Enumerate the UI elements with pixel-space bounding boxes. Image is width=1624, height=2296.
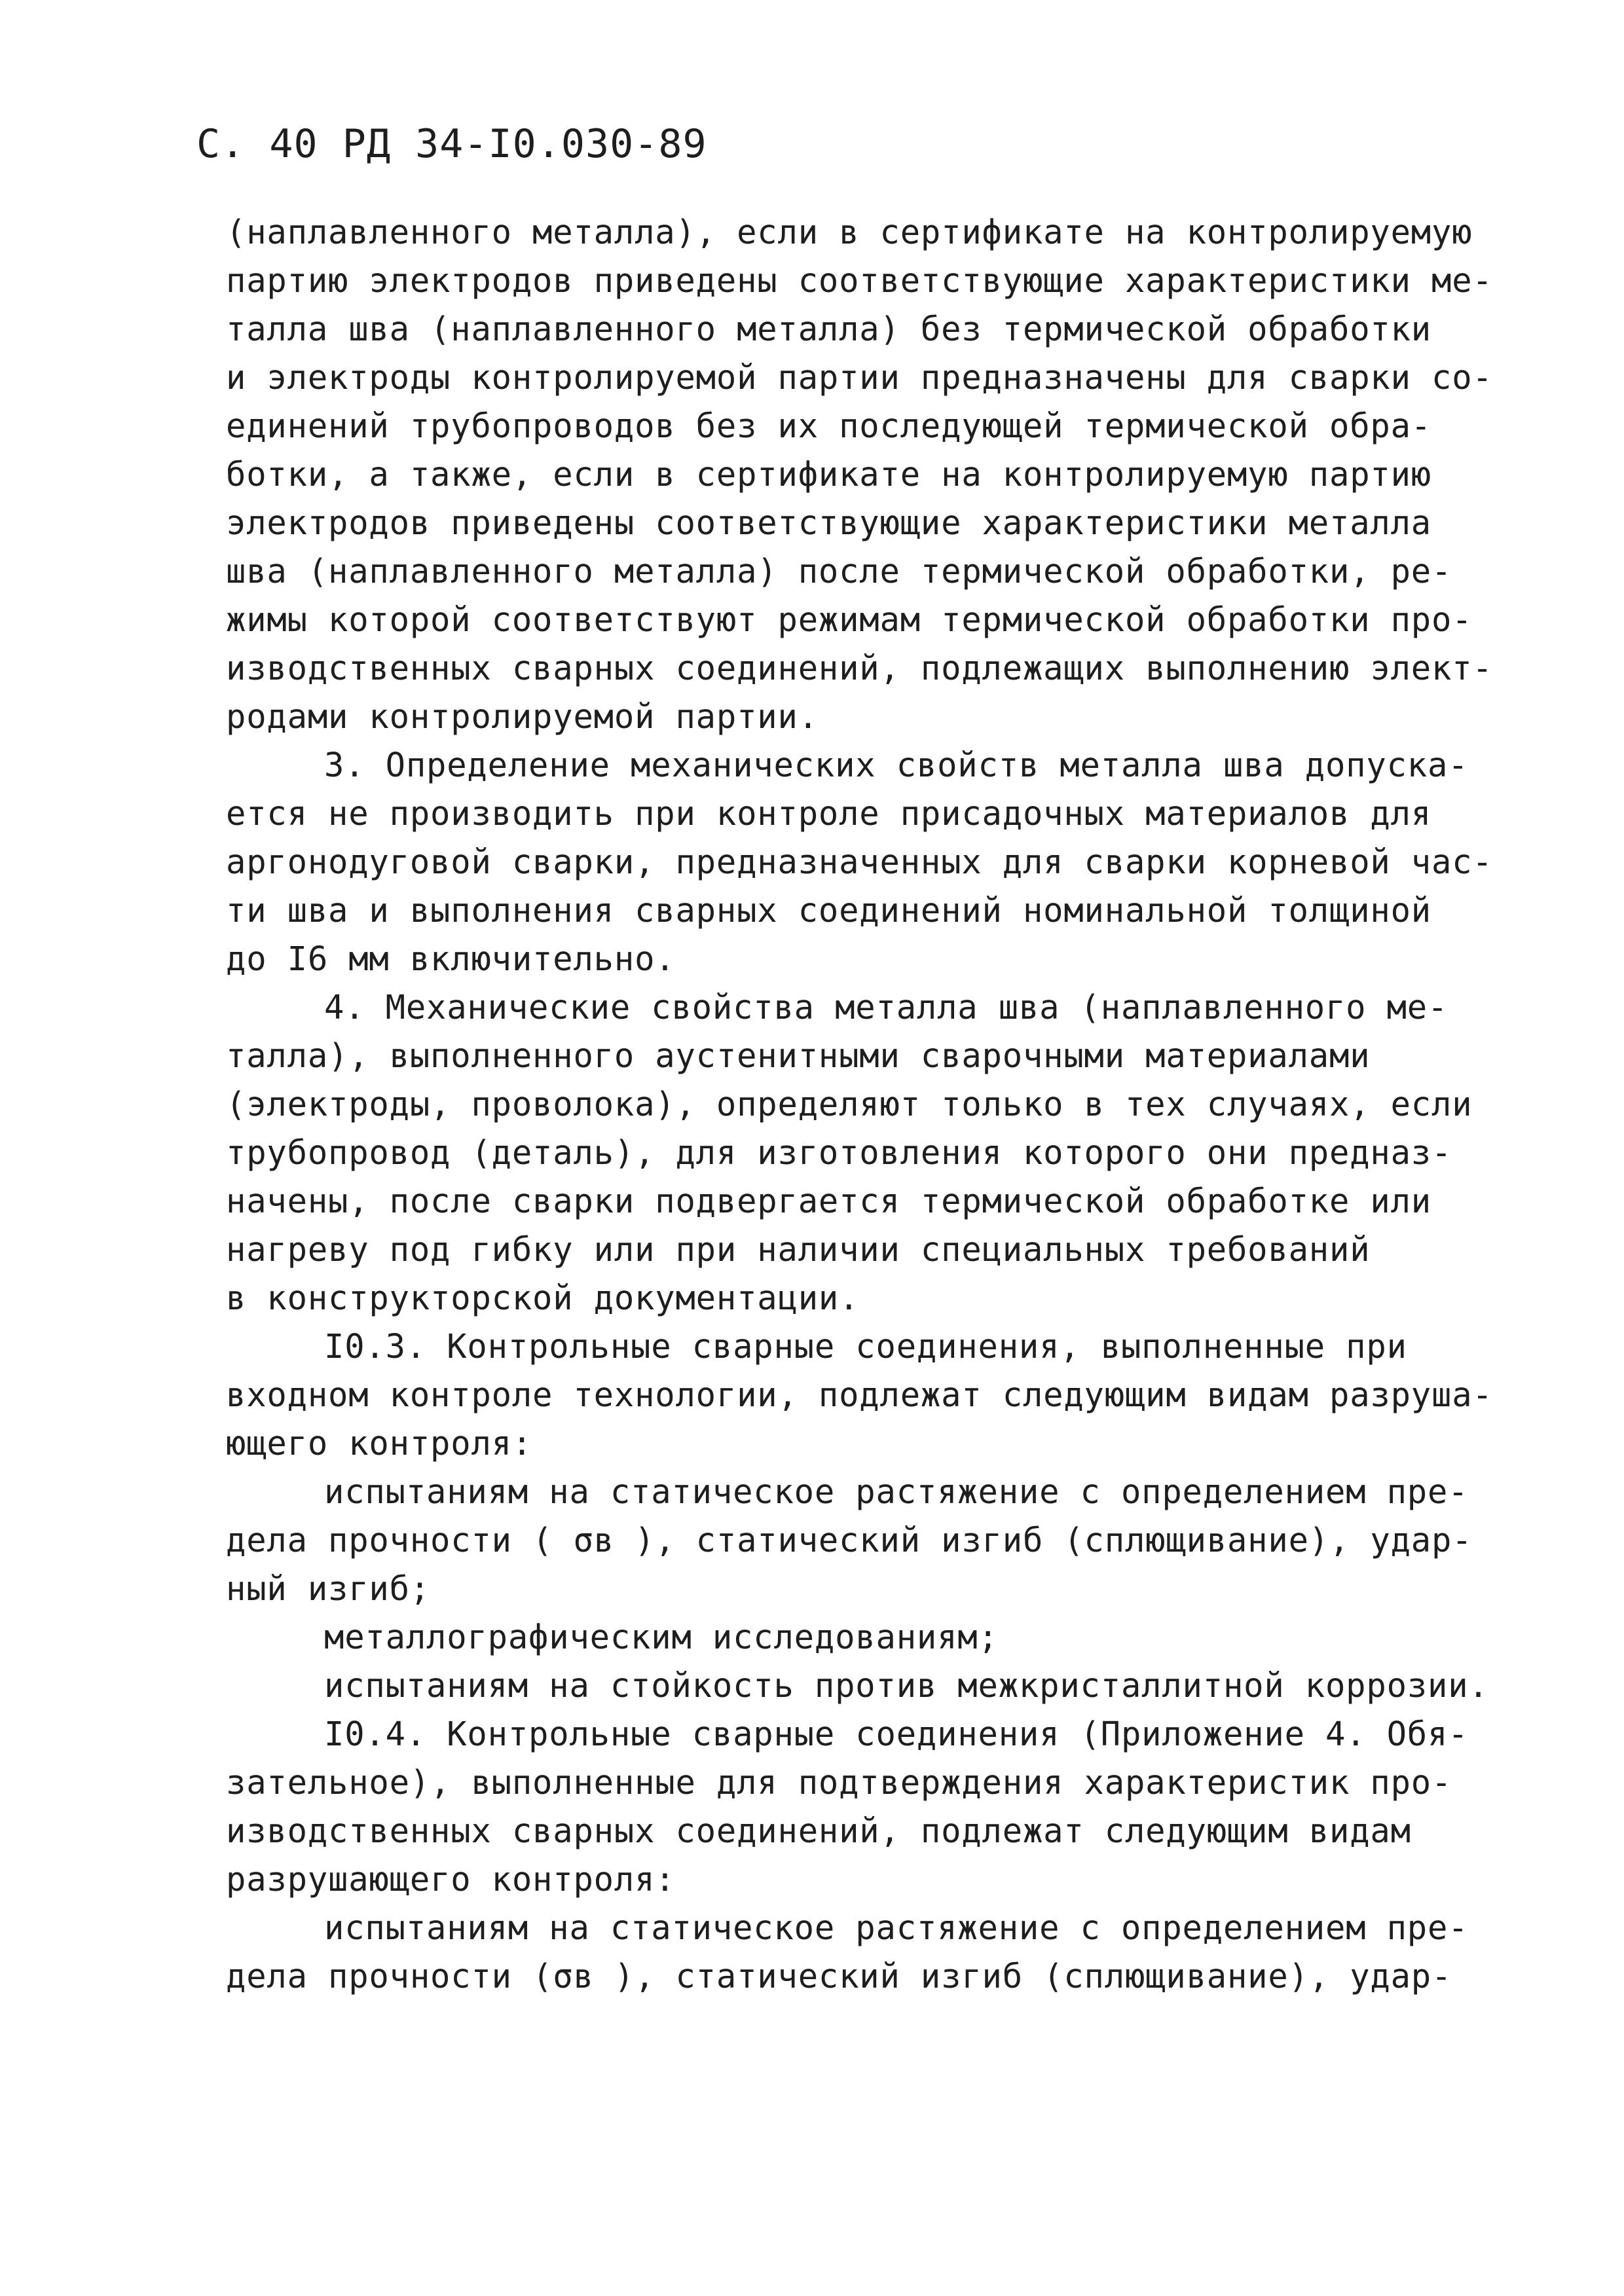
text-line: талла), выполненного аустенитными сварочными материалами <box>226 1036 1371 1075</box>
text-line: дела прочности (σв ), статический изгиб (сплющивание), удар- <box>226 1957 1452 1995</box>
text-line: (электроды, проволока), определяют только в тех случаях, если <box>226 1085 1473 1123</box>
text-line: трубопровод (деталь), для изготовления которого они предназ- <box>226 1133 1452 1172</box>
text-line: входном контроле технологии, подлежат следующим видам разруша- <box>226 1376 1493 1414</box>
text-line: ботки, а также, если в сертификате на контролируемую партию <box>226 455 1432 494</box>
text-line: родами контролируемой партии. <box>226 697 819 736</box>
text-line: (наплавленного металла), если в сертификате на контролируемую <box>226 213 1473 251</box>
text-line: в конструкторской документации. <box>226 1279 860 1317</box>
text-line: и электроды контролируемой партии предназначены для сварки со- <box>226 358 1493 397</box>
text-line: ющего контроля: <box>226 1424 533 1463</box>
list-item-line: металлографическим исследованиям; <box>324 1618 999 1656</box>
text-line: изводственных сварных соединений, подлежат следующим видам <box>226 1812 1411 1850</box>
text-line: жимы которой соответствуют режимам термической обработки про- <box>226 600 1473 639</box>
text-line: талла шва (наплавленного металла) без термической обработки <box>226 310 1432 348</box>
paragraph-start-line: 4. Механические свойства металла шва (наплавленного ме- <box>324 988 1449 1027</box>
text-line: ный изгиб; <box>226 1569 431 1608</box>
text-line: дела прочности ( σв ), статический изгиб (сплющивание), удар- <box>226 1521 1473 1559</box>
text-line: зательное), выполненные для подтверждения характеристик про- <box>226 1763 1452 1802</box>
text-line: шва (наплавленного металла) после термической обработки, ре- <box>226 552 1452 591</box>
text-line: нагреву под гибку или при наличии специальных требований <box>226 1230 1371 1269</box>
text-line: электродов приведены соответствующие характеристики металла <box>226 503 1432 542</box>
body-text <box>226 208 1493 2001</box>
text-line: единений трубопроводов без их последующей термической обра- <box>226 407 1432 445</box>
text-line: до I6 мм включительно. <box>226 939 676 978</box>
text-line: изводственных сварных соединений, подлежащих выполнению элект- <box>226 649 1493 687</box>
paragraph-start-line: 3. Определение механических свойств металла шва допуска- <box>324 746 1469 784</box>
text-line: аргонодуговой сварки, предназначенных для сварки корневой час- <box>226 843 1493 881</box>
text-line: партию электродов приведены соответствующие характеристики ме- <box>226 261 1493 300</box>
list-item-line: испытаниям на статическое растяжение с определением пре- <box>324 1908 1469 1947</box>
text-line: ти шва и выполнения сварных соединений номинальной толщиной <box>226 891 1432 930</box>
text-line: разрушающего контроля: <box>226 1860 676 1899</box>
page-header: С. 40 РД 34-I0.030-89 <box>196 121 707 167</box>
section-heading-line: I0.3. Контрольные сварные соединения, выполненные при <box>324 1327 1407 1366</box>
section-heading-line: I0.4. Контрольные сварные соединения (Приложение 4. Обя- <box>324 1715 1469 1753</box>
text-line: ется не производить при контроле присадочных материалов для <box>226 794 1432 833</box>
list-item-line: испытаниям на стойкость против межкристаллитной коррозии. <box>324 1666 1489 1705</box>
text-line: начены, после сварки подвергается термической обработке или <box>226 1182 1432 1220</box>
list-item-line: испытаниям на статическое растяжение с определением пре- <box>324 1472 1469 1511</box>
